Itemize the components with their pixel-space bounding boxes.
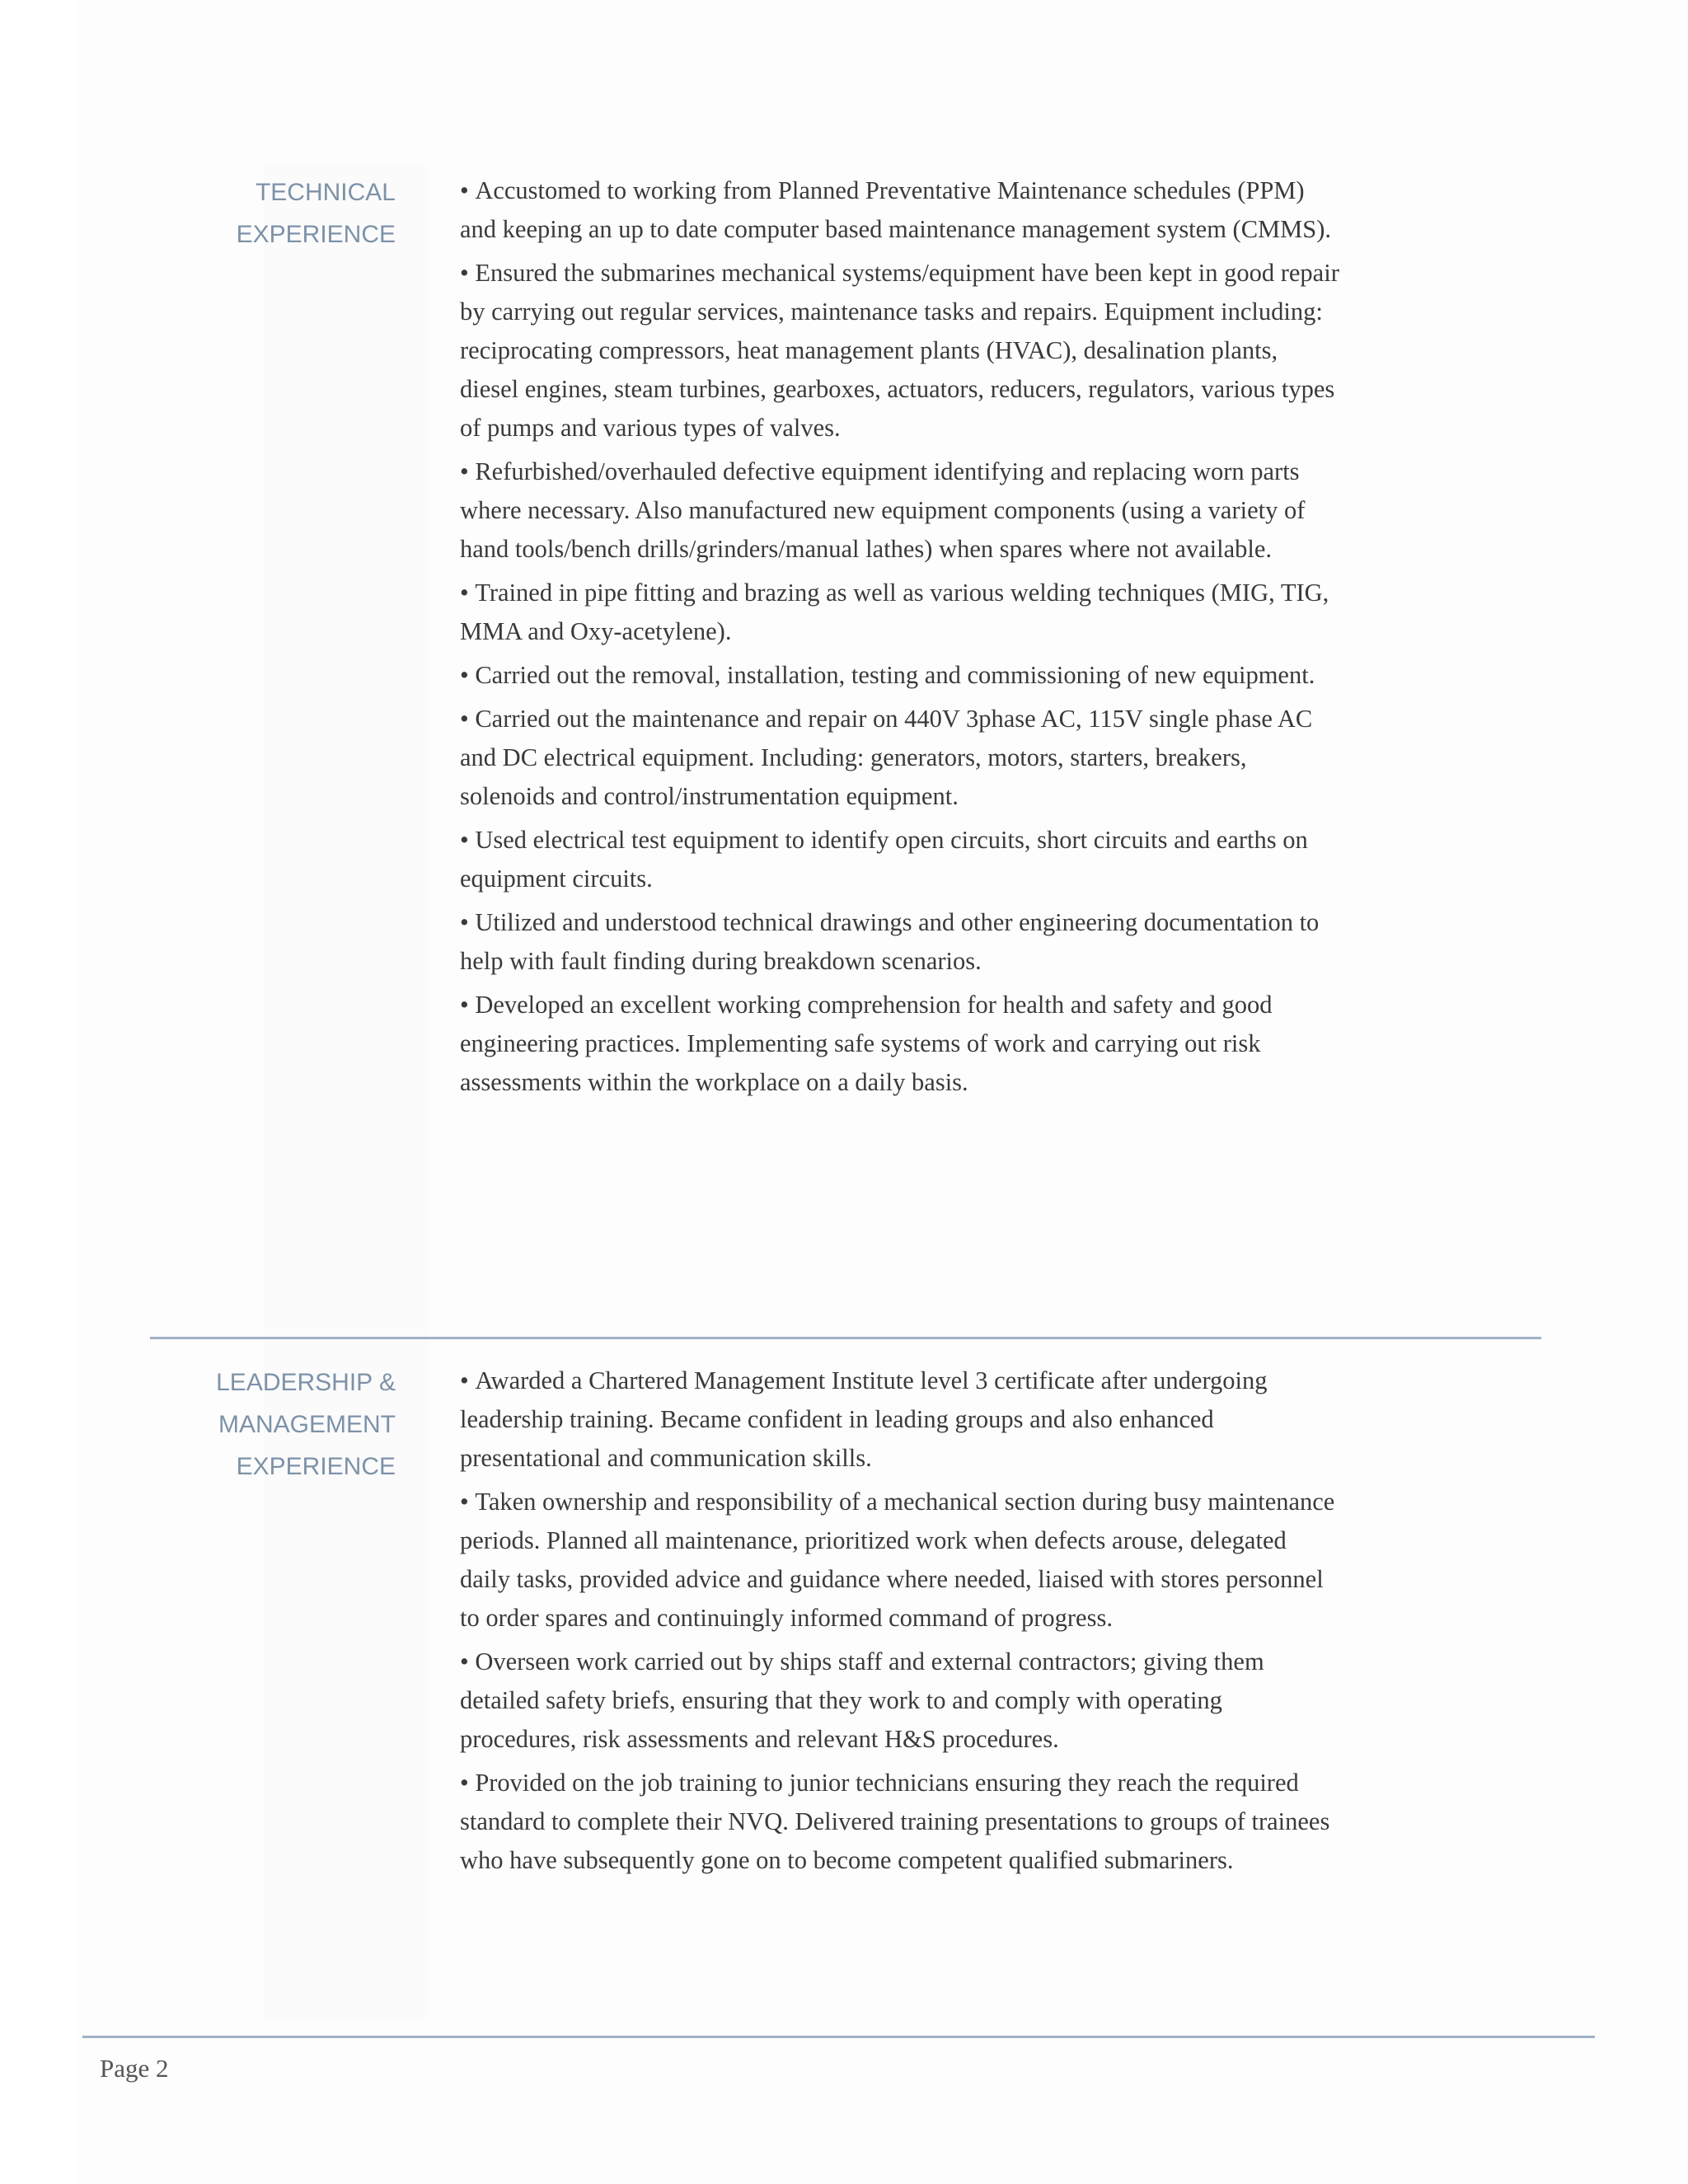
list-item: • Carried out the maintenance and repair on 440V 3phase AC, 115V single phase AC and DC electrical equipment. Including: generators, motors, starters, breakers, solenoids and control/instrumentation equipment. bbox=[460, 700, 1342, 816]
list-item: • Overseen work carried out by ships staff and external contractors; giving them detailed safety briefs, ensuring that they work to and comply with operating procedures, risk assessments and relevant H&S procedures. bbox=[460, 1643, 1342, 1759]
leadership-management-list bbox=[460, 1361, 1342, 1885]
list-item: • Taken ownership and responsibility of a mechanical section during busy maintenance periods. Planned all maintenance, prioritized work when defects arouse, delegated daily tasks, provided advice and guidance where needed, liaised with stores personnel to order spares and continuingly informed command of progress. bbox=[460, 1483, 1342, 1638]
list-item: • Developed an excellent working comprehension for health and safety and good engineering practices. Implementing safe systems of work and carrying out risk assessments within the workplace on a daily basis. bbox=[460, 986, 1342, 1102]
section-heading-leadership-management-experience: LEADERSHIP & MANAGEMENT EXPERIENCE bbox=[216, 1369, 396, 1480]
label-column-background bbox=[264, 165, 429, 2019]
list-item: • Provided on the job training to junior technicians ensuring they reach the required standard to complete their NVQ. Delivered training presentations to groups of trainees who have subsequently gone on to become competent qualified submariners. bbox=[460, 1764, 1342, 1880]
list-item: • Ensured the submarines mechanical systems/equipment have been kept in good repair by carrying out regular services, maintenance tasks and repairs. Equipment including: reciprocating compressors, heat management plants (HVAC), desalination plants, diesel engines, steam turbines, gearboxes, actuators, reducers, regulators, various types of pumps and various types of valves. bbox=[460, 254, 1342, 448]
footer-divider bbox=[82, 2036, 1595, 2038]
list-item: • Used electrical test equipment to identify open circuits, short circuits and earths on equipment circuits. bbox=[460, 821, 1342, 898]
list-item: • Carried out the removal, installation, testing and commissioning of new equipment. bbox=[460, 656, 1342, 695]
page-number: Page 2 bbox=[100, 2054, 169, 2083]
list-item: • Awarded a Chartered Management Institute level 3 certificate after undergoing leadership training. Became confident in leading groups and also enhanced presentational and communication skills. bbox=[460, 1361, 1342, 1478]
list-item: • Utilized and understood technical drawings and other engineering documentation to help with fault finding during breakdown scenarios. bbox=[460, 903, 1342, 981]
section-heading-technical-experience: TECHNICAL EXPERIENCE bbox=[236, 179, 396, 248]
list-item: • Trained in pipe fitting and brazing as well as various welding techniques (MIG, TIG, MMA and Oxy-acetylene). bbox=[460, 574, 1342, 651]
list-item: • Refurbished/overhauled defective equipment identifying and replacing worn parts where necessary. Also manufactured new equipment components (using a variety of hand tools/bench drills/grinders/manual lathes) when spares where not available. bbox=[460, 452, 1342, 569]
list-item: • Accustomed to working from Planned Preventative Maintenance schedules (PPM) and keeping an up to date computer based maintenance management system (CMMS). bbox=[460, 171, 1342, 249]
technical-experience-list bbox=[460, 171, 1342, 1107]
section-divider bbox=[150, 1337, 1541, 1339]
